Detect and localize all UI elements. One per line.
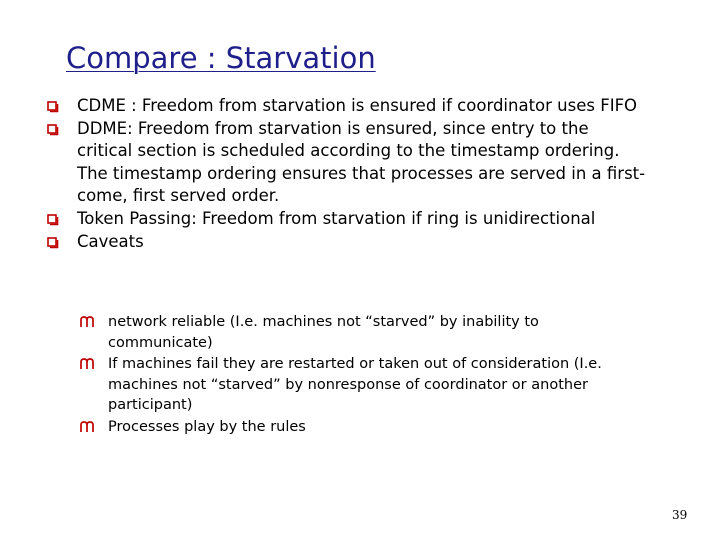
bullet-text: Caveats <box>77 231 144 251</box>
square-bullet-icon <box>47 124 59 136</box>
bullet-item <box>0 118 647 208</box>
bullet-text: CDME : Freedom from starvation is ensured if coordinator uses FIFO <box>77 96 638 115</box>
page-number: 39 <box>672 508 688 522</box>
sub-bullet-item <box>77 354 608 416</box>
sub-bullet-item <box>77 417 608 438</box>
m-bullet-icon <box>80 358 94 370</box>
square-bullet-icon <box>47 237 59 249</box>
bullet-item <box>0 208 647 231</box>
sub-bullet-text: network reliable (I.e. machines not “starved” by inability to communicate) <box>108 314 539 351</box>
bullet-text: DDME: Freedom from starvation is ensured, since entry to the critical section is scheduled according to the timestamp ordering. The timestamp ordering ensures that processes are served in a first-come, first served order. <box>77 118 646 206</box>
sub-bullet-text: If machines fail they are restarted or taken out of consideration (I.e. machines not “starved” by nonresponse of coordinator or another participant) <box>108 356 602 413</box>
sub-bullet-list <box>0 311 720 437</box>
bullet-item <box>0 95 647 118</box>
sub-bullet-text: Processes play by the rules <box>108 418 306 435</box>
bullet-list <box>0 95 720 253</box>
square-bullet-icon <box>47 101 59 113</box>
m-bullet-icon <box>80 316 94 328</box>
bullet-text: Token Passing: Freedom from starvation if ring is unidirectional <box>77 208 596 228</box>
slide-title: Compare : Starvation <box>66 41 376 75</box>
square-bullet-icon <box>47 214 59 226</box>
bullet-item <box>0 231 647 254</box>
sub-bullet-item <box>77 312 608 353</box>
m-bullet-icon <box>80 421 94 433</box>
